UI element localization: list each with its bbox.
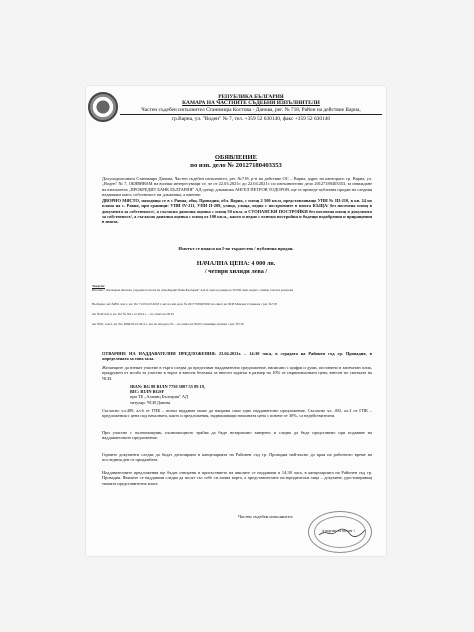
intro-paragraph [102, 176, 372, 225]
encumbrance-line: акт №49 том 2, вх. Рег № 3011 от 2014 г. ... по описа на ЧСИ [92, 312, 174, 317]
auction-round: Имотът се изнася на I-во тържество / публична продан. [178, 246, 294, 251]
encumbrances [92, 284, 382, 326]
encumbrance-line: акт №81, том 2, вх. Рег 4866/03.10.2012 г. акт по изп.дело № ... по описа на ЧСИ Станимира Данова с рег. №718 [92, 322, 244, 327]
encumbrances-heading: Тежести: [92, 284, 106, 288]
case-number: по изп. дело № 20127180403353 [190, 162, 282, 169]
signature-note: /подпис и печат / [322, 528, 355, 533]
property-description: ДВОРНО МЯСТО, находящо се в с Равна, общ. Провадия, обл. Варна, с площ 2 500 кв.м, представляващо УПИ № III-210, в кв. 24 по плана на с. Равна, при граници: УПИ IV-211, УПИ II-209, улица, улица, ведно с построените в имота КЪЩА/ без посочена площ в документа за собственост/, а съгласно данъчна оценка с площ 50 кв.м. и СТОПАНСКИ ПОСТРОЙКИ без посочена площ в документа за собственост/, а съгласно данъчна оценка с площ от 100 кв.м., както и ведно с всички постройки и бъдещи подобрения и приращения в имота. [102, 198, 372, 225]
address-line: гр.Варна, ул. "Воден" № 7, тел. +359 52 630140, факс +359 52 630140 [171, 116, 331, 123]
republic-title: РЕПУБЛИКА БЪЛГАРИЯ [218, 94, 284, 100]
signature-label: Частен съдебен изпълнител: [238, 514, 294, 519]
officer-line: Частен съдебен изпълнител Станимира Костова - Данова, рег. № 718, Район на действие Варна, [141, 106, 361, 113]
bank-details [130, 384, 205, 405]
chamber-title: КАМАРА НА ЧАСТНИТЕ СЪДЕБНИ ИЗПЪЛНИТЕЛИ [182, 100, 320, 107]
bank-holder: титуляр: ЧСИ Данова [130, 399, 171, 405]
document-title: ОБЯВЛЕНИЕ [214, 154, 258, 161]
proxy-paragraph: При участие с пълномощник, пълномощното трябва да бъде нотариално заверено и следва да бъде представено при подаване на наддавателното предложение. [102, 430, 372, 441]
paragraph-1: Долуподписаната Станимира Данова, Частен съдебен изпълнител, рег. №718, р-н на действие ОС – Варна, адрес на канторага: гр. Варна, ул. „Воден" № 7, ОБЯВЯВАМ на всички интересуващи се, че от 22.03.2021г. до 22.04.2021г. по изпълнително дело 20127180403353, за изваждане на взискателя „ПРОКРЕДИТ БАНК БЪЛГАРИЯ" АД срещу длъжника АНГЕЛ ПЕТРОВ ТОДОРОВ, ще се проведе публична продан на следния недвижим имот, собственост на длъжника, а именно: [102, 176, 373, 197]
bank-bic: BIC: RUIN BGSF [130, 389, 165, 395]
handwritten-signature [318, 528, 366, 538]
opening-notice: ОТВАРЯНЕ НА НАДДАВАТЕЛНИ ПРЕДЛОЖЕНИЯ: 23.04.2021г. – 14:30 часа, в сградата на Районен съд гр. Провадия, в определената за това зала. [102, 351, 372, 362]
coat-of-arms-icon [88, 92, 118, 122]
gpk-paragraph: Съгласно чл.489, ал.6 от ГПК – всеки наддавач може да направи само едно наддавателно предложение. Съгласно чл. 492, ал.2 от ГПК – предложения с цена под началната, както и предложения, надвишаващи началната цена с повече от 30%, са недействителни. [102, 408, 372, 419]
participation-paragraph: Желаещите да вземат участие в търга следва да представят наддавателно предложение, написано с цифри и думи, поставено в запечатан плик, придружен от молба за участие в търга и вносна бележка за внесен задатък в размер на 10% от първоначалната цена, внесен по сметката на ЧСИ. [102, 365, 372, 381]
opening-paragraph: Наддавателните предложения ще бъдат отворени в присъствието на явилите се наддавачи в 14:30 часа, в канцеларията на Районен съд гр. Провадия. Явилите се наддавачи следва да носят със себе си лична карта, а представителите на юридически лица – документ, удостоверяващ тяхната представителна власт. [102, 470, 372, 486]
encumbrance-line: Възбрана: акт №891 том 1, вх. Рег 712/01.03.2018 г. акт по изп.дело № 20177180403560 по описа на ЧСИ Момчил Стаменов с рег. №718 [92, 302, 277, 307]
document-page [86, 86, 386, 556]
deposit-paragraph: Горните документи следва да бъдат депозирани в канцеларията на Районен съд гр. Провадия най-късно до края на работното време на последния ден от продажбата. [102, 452, 372, 463]
encumbrance-line: Ипотека : Договорна ипотека, учредена в полза на „ПроКредит Банк България" АД за сума в размер на 30 000 лева, ведно с лихви, такси и разноски [92, 288, 294, 293]
document-header [120, 94, 382, 123]
starting-price: НАЧАЛНА ЦЕНА: 4 000 лв. [196, 260, 276, 267]
bank-name: при ТБ „Алианц България" АД [130, 394, 189, 400]
bank-iban: IBAN: BG 88 RUIN 7750 5007 55 89 19, [130, 384, 206, 389]
starting-price-words: / четири хиляди лева / [204, 268, 268, 275]
